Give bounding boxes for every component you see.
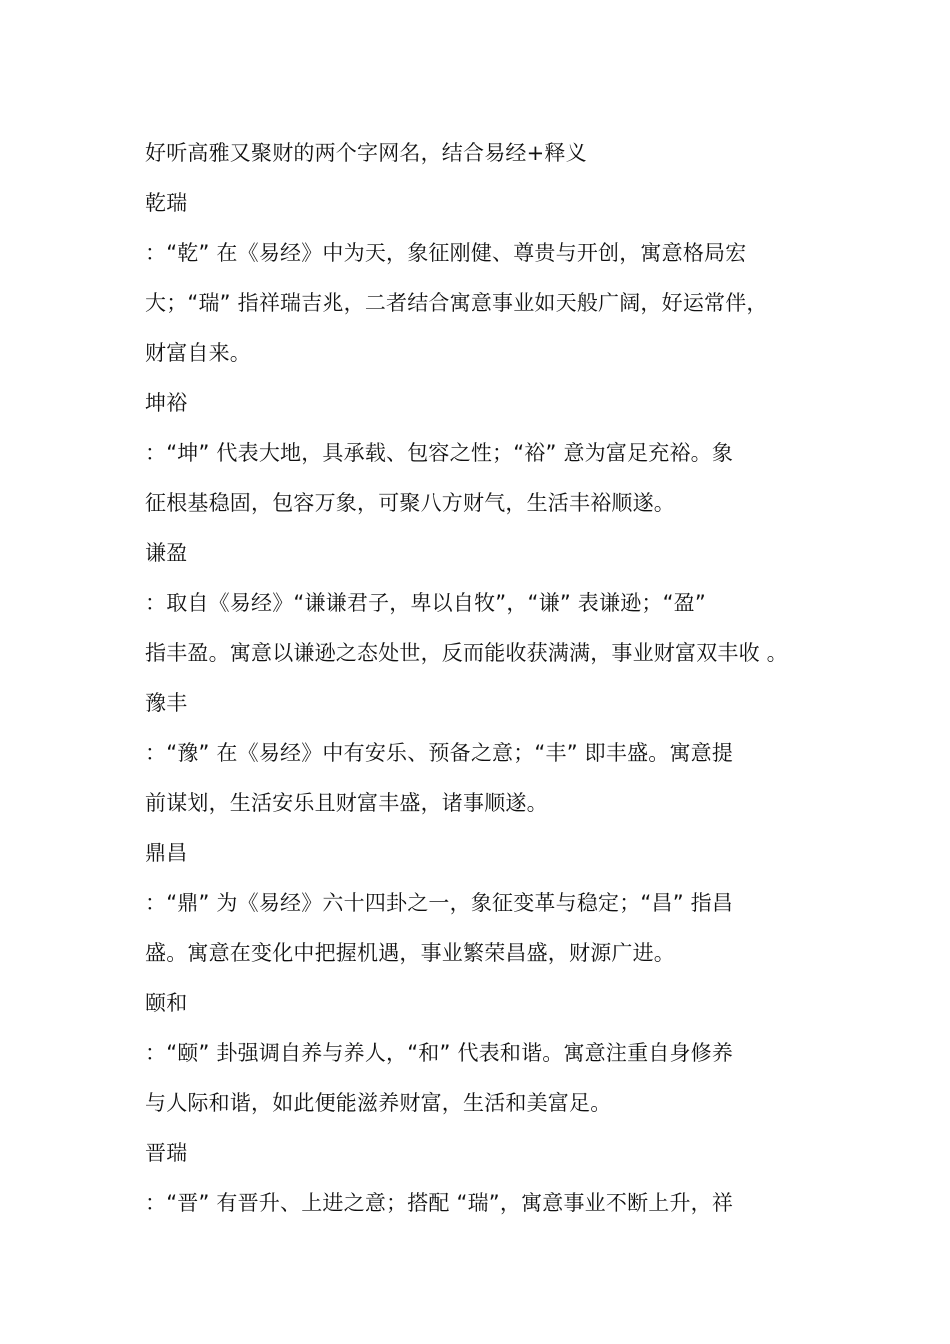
entry-text-line: ：“颐” 卦强调自养与养人，“和” 代表和谐。寓意注重自身修养: [145, 1041, 734, 1065]
entry-yihe: [145, 978, 845, 1128]
entry-qianrui: [145, 178, 845, 378]
entry-kunyu: [145, 378, 845, 528]
entry-jinrui: [145, 1128, 845, 1228]
entry-name: 乾瑞: [145, 191, 188, 215]
entry-text-line: ：“乾” 在《易经》中为天，象征刚健、尊贵与开创，寓意格局宏: [145, 241, 747, 265]
entry-text-line: 盛。寓意在变化中把握机遇，事业繁荣昌盛，财源广进。: [145, 941, 675, 965]
entry-text-line: 前谋划，生活安乐且财富丰盛，诸事顺遂。: [145, 791, 548, 815]
entry-name: 谦盈: [145, 541, 188, 565]
entry-name: 晋瑞: [145, 1141, 188, 1165]
entry-name: 豫丰: [145, 691, 188, 715]
entry-name: 坤裕: [145, 391, 188, 415]
entry-text-line: 指丰盈。寓意以谦逊之态处世，反而能收获满满，事业财富双丰收 。: [145, 641, 788, 665]
entry-text-line: ：“坤” 代表大地，具承载、包容之性；“裕” 意为富足充裕。象: [145, 441, 734, 465]
entry-text-line: ：“鼎” 为《易经》六十四卦之一，象征变革与稳定；“昌” 指昌: [145, 891, 734, 915]
document-body: [145, 128, 845, 1228]
entry-dingchang: [145, 828, 845, 978]
entry-text-line: 征根基稳固，包容万象，可聚八方财气，生活丰裕顺遂。: [145, 491, 675, 515]
entry-qianying: [145, 528, 845, 678]
entry-text-line: ：“晋” 有晋升、上进之意；搭配 “瑞”，寓意事业不断上升，祥: [145, 1191, 734, 1215]
entry-text-line: 财富自来。: [145, 341, 251, 365]
entry-text-line: 与人际和谐，如此便能滋养财富，生活和美富足。: [145, 1091, 612, 1115]
entry-text-line: ：取自《易经》“谦谦君子，卑以自牧”，“谦” 表谦逊；“盈”: [145, 591, 706, 615]
document-title: 好听高雅又聚财的两个字网名，结合易经+释义: [145, 141, 587, 165]
entry-name: 颐和: [145, 991, 188, 1015]
entry-text-line: 大；“瑞” 指祥瑞吉兆，二者结合寓意事业如天般广阔，好运常伴，: [145, 291, 768, 315]
entry-text-line: ：“豫” 在《易经》中有安乐、预备之意；“丰” 即丰盛。寓意提: [145, 741, 734, 765]
entry-yufeng: [145, 678, 845, 828]
entry-name: 鼎昌: [145, 841, 188, 865]
